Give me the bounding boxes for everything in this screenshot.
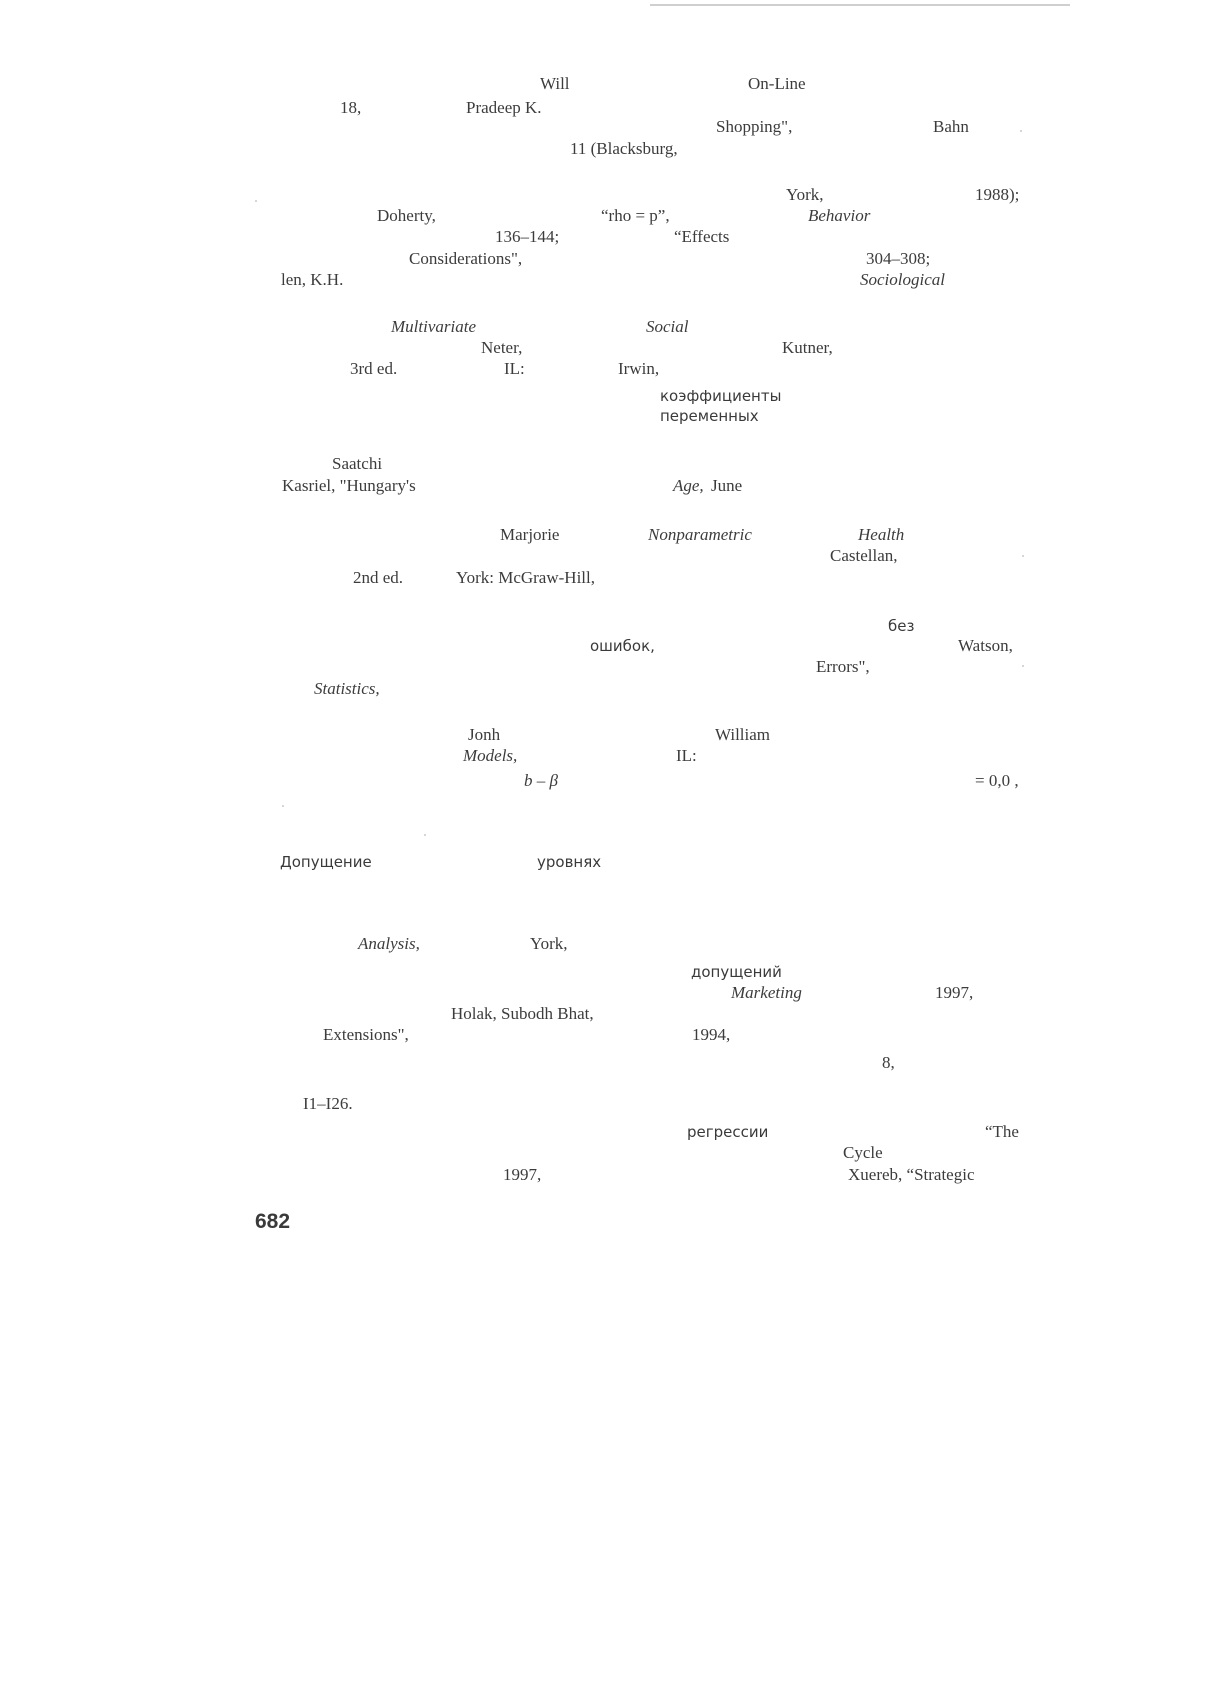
text-fragment: Doherty, — [377, 206, 436, 225]
text-fragment: 1997, — [503, 1165, 542, 1184]
text-fragment: Kutner, — [782, 338, 833, 357]
text-fragment: len, K.H. — [281, 270, 344, 289]
text-fragment: Nonparametric — [648, 525, 752, 544]
text-fragment: Extensions", — [323, 1025, 409, 1044]
text-fragment: Multivariate — [391, 317, 476, 336]
text-fragment: Behavior — [808, 206, 871, 225]
text-fragment: York, — [530, 934, 568, 953]
text-fragment: Age, — [673, 476, 704, 495]
text-fragment: Will — [540, 74, 570, 93]
text-fragment: York: McGraw-Hill, — [456, 568, 595, 587]
text-fragment: Marketing — [731, 983, 802, 1002]
text-fragment: Statistics, — [314, 679, 380, 698]
text-fragment: Neter, — [481, 338, 523, 357]
text-fragment: = 0,0 , — [975, 771, 1019, 790]
text-fragment: 8, — [882, 1053, 895, 1072]
text-fragment: York, — [786, 185, 824, 204]
text-fragment: Watson, — [958, 636, 1013, 655]
text-fragment: 11 (Blacksburg, — [570, 139, 678, 158]
text-fragment: Marjorie — [500, 525, 560, 544]
text-fragment: June — [711, 476, 743, 495]
text-fragment: 1988); — [975, 185, 1020, 204]
text-fragment: I1–I26. — [303, 1094, 353, 1113]
text-fragment: Bahn — [933, 117, 969, 136]
text-fragment: Xuereb, “Strategic — [848, 1165, 975, 1184]
text-fragment: b – β — [524, 771, 558, 790]
header-rule — [650, 4, 1070, 6]
text-fragment: Cycle — [843, 1143, 883, 1162]
text-fragment: Kasriel, "Hungary's — [282, 476, 416, 495]
text-fragment: уровнях — [537, 853, 602, 871]
text-fragment: Shopping", — [716, 117, 793, 136]
text-fragment: допущений — [691, 963, 782, 981]
text-fragment: 1997, — [935, 983, 974, 1002]
text-fragment: регрессии — [687, 1123, 769, 1141]
text-fragment: Допущение — [280, 853, 372, 871]
scan-speck — [1022, 555, 1024, 557]
text-fragment: Considerations", — [409, 249, 523, 268]
text-fragment: Pradeep K. — [466, 98, 542, 117]
text-fragment: IL: — [504, 359, 525, 378]
text-fragment: коэффициенты — [660, 387, 782, 405]
scan-speck — [1022, 665, 1024, 667]
text-fragment: William — [715, 725, 771, 744]
text-fragment: Holak, Subodh Bhat, — [451, 1004, 594, 1023]
text-fragment: 1994, — [692, 1025, 731, 1044]
text-fragment: Social — [646, 317, 689, 336]
text-fragment: 2nd ed. — [353, 568, 404, 587]
text-fragment: 3rd ed. — [350, 359, 398, 378]
text-fragment: Errors", — [816, 657, 870, 676]
text-fragment: Health — [858, 525, 905, 544]
text-fragment: переменных — [660, 407, 759, 425]
page-number: 682 — [255, 1210, 291, 1233]
text-fragment: Irwin, — [618, 359, 660, 378]
text-fragment: “rho = p”, — [601, 206, 670, 225]
text-fragment: “Effects — [674, 227, 730, 246]
text-fragment: Jonh — [468, 725, 501, 744]
text-fragment: Analysis, — [358, 934, 420, 953]
text-fragment: 18, — [340, 98, 362, 117]
text-fragment: 304–308; — [866, 249, 931, 268]
text-fragment: без — [888, 617, 915, 635]
scan-speck — [1020, 130, 1022, 132]
scan-speck — [255, 200, 257, 202]
scan-speck — [282, 805, 284, 807]
scan-speck — [424, 834, 426, 836]
text-fragment: Sociological — [860, 270, 945, 289]
text-fragment: On-Line — [748, 74, 806, 93]
text-fragment: Saatchi — [332, 454, 383, 473]
text-fragment: Models, — [463, 746, 518, 765]
text-fragment: ошибок, — [590, 637, 655, 655]
text-fragment: “The — [985, 1122, 1019, 1141]
text-fragment: Castellan, — [830, 546, 898, 565]
text-fragment: 136–144; — [495, 227, 560, 246]
text-fragment: IL: — [676, 746, 697, 765]
